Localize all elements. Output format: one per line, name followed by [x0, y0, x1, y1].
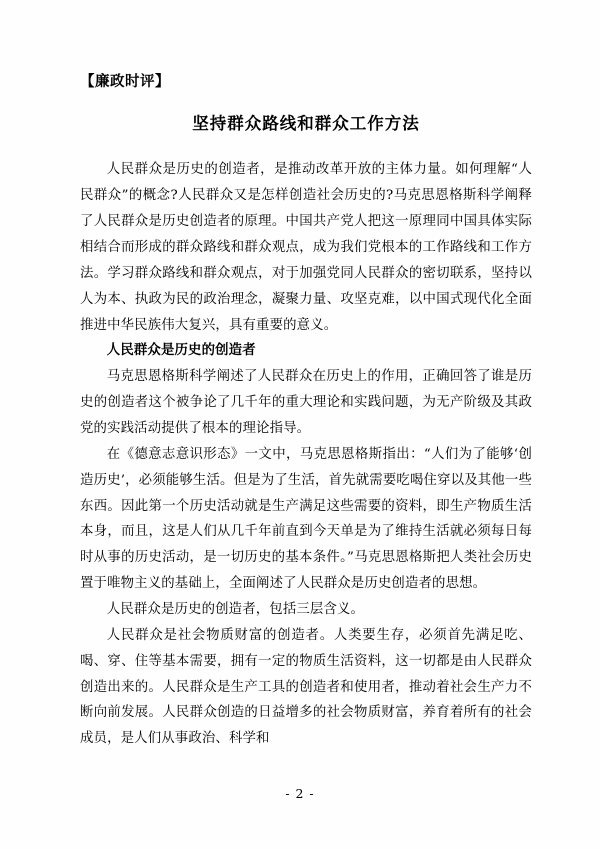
page-title: 坚持群众路线和群众工作方法 [192, 114, 420, 134]
paragraph-material-wealth: 人民群众是社会物质财富的创造者。人类要生存，必须首先满足吃、喝、穿、住等基本需要，拥有一定的物质生活资料，这一切都是由人民群众创造出来的。人民群众是生产工具的创造者和使用者，推动着社会生产力不断向前发展。人民群众创造的日益增多的社会物质财富，养育着所有的社会成员，是人们从事政治、科学和 [80, 627, 532, 747]
section-heading-creators: 人民群众是历史的创造者 [106, 342, 256, 359]
page-number: - 2 - [285, 786, 315, 801]
paragraph-marx-role: 马克思恩格斯科学阐述了人民群众在历史上的作用，正确回答了谁是历史的创造者这个被争论了几千年的重大理论和实践问题，为无产阶级及其政党的实践活动提供了根本的理论指导。 [80, 369, 532, 436]
category-tag: 【廉政时评】 [80, 73, 170, 90]
paragraph-intro: 人民群众是历史的创造者，是推动改革开放的主体力量。如何理解“人民群众”的概念?人民群众又是怎样创造社会历史的?马克思恩格斯科学阐释了人民群众是历史创造者的原理。中国共产党人把这一原理同中国具体实际相结合而形成的群众路线和群众观点，成为我们党根本的工作路线和工作方法。学习群众路线和群众观点，对于加强党同人民群众的密切联系，坚持以人为本、执政为民的政治理念，凝聚力量、攻坚克难，以中国式现代化全面推进中华民族伟大复兴，具有重要的意义。 [80, 162, 532, 333]
paragraph-ideology-quote: 在《德意志意识形态》一文中，马克思恩格斯指出：“人们为了能够‘创造历史’，必须能够生活。但是为了生活，首先就需要吃喝住穿以及其他一些东西。因此第一个历史活动就是生产满足这些需要的资料，即生产物质生活本身，而且，这是人们从几千年前直到今天单是为了维持生活就必须每日每时从事的历史活动，是一切历史的基本条件。”马克思恩格斯把人类社会历史置于唯物主义的基础上，全面阐述了人民群众是历史创造者的思想。 [80, 446, 532, 592]
paragraph-three-meanings: 人民群众是历史的创造者，包括三层含义。 [106, 602, 365, 617]
